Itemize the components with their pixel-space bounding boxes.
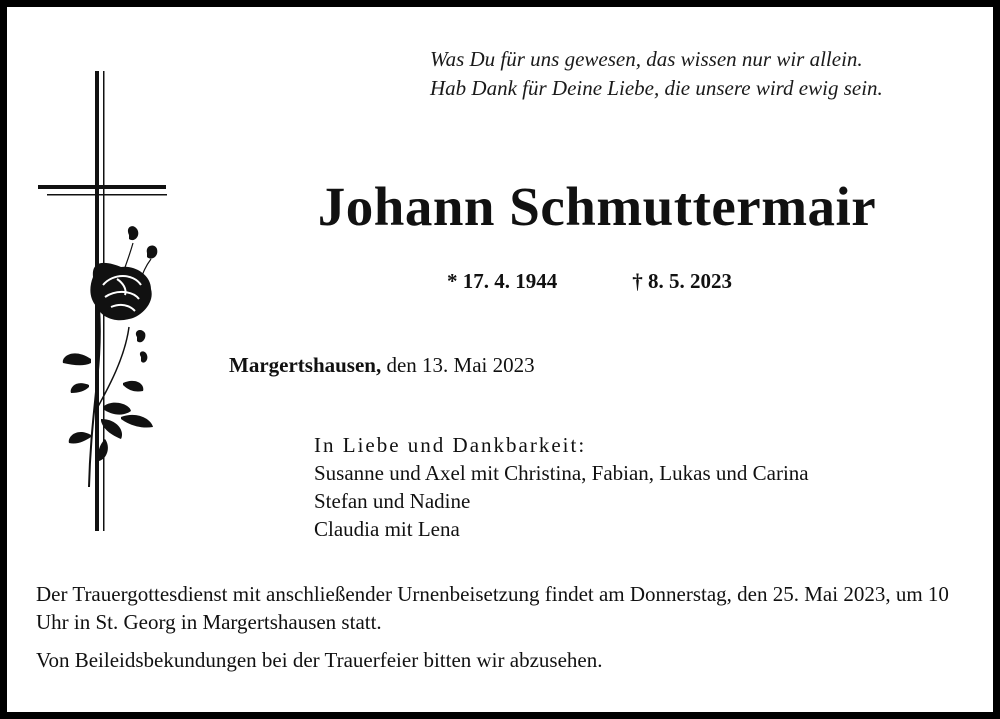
memorial-quote [430, 45, 970, 103]
service-notice [36, 580, 976, 684]
death-date: † 8. 5. 2023 [632, 269, 732, 293]
quote-line-1: Was Du für uns gewesen, das wissen nur wir allein. [430, 47, 863, 71]
deceased-name: Johann Schmuttermair [317, 176, 877, 237]
birth-date: * 17. 4. 1944 [447, 269, 558, 293]
mourner-line: Susanne und Axel mit Christina, Fabian, Lukas und Carina [314, 461, 809, 485]
obituary-card [7, 7, 993, 712]
place-and-date [229, 353, 535, 378]
condolence-request: Von Beileidsbekundungen bei der Trauerfeier bitten wir abzusehen. [36, 648, 603, 672]
mourners-intro: In Liebe und Dankbarkeit: [314, 433, 587, 457]
cross-with-rose-icon [33, 67, 183, 542]
mourner-line: Stefan und Nadine [314, 489, 471, 513]
place-name: Margertshausen, [229, 353, 382, 377]
life-dates [447, 269, 732, 294]
mourners-block [314, 431, 809, 543]
mourner-line: Claudia mit Lena [314, 517, 460, 541]
service-details: Der Trauergottesdienst mit anschließender Urnenbeisetzung findet am Donnerstag, den 25. Mai 2023, um 10 Uhr in St. Georg in Margertshausen statt. [36, 582, 949, 634]
quote-line-2: Hab Dank für Deine Liebe, die unsere wird ewig sein. [430, 76, 883, 100]
notice-date: den 13. Mai 2023 [386, 353, 535, 377]
